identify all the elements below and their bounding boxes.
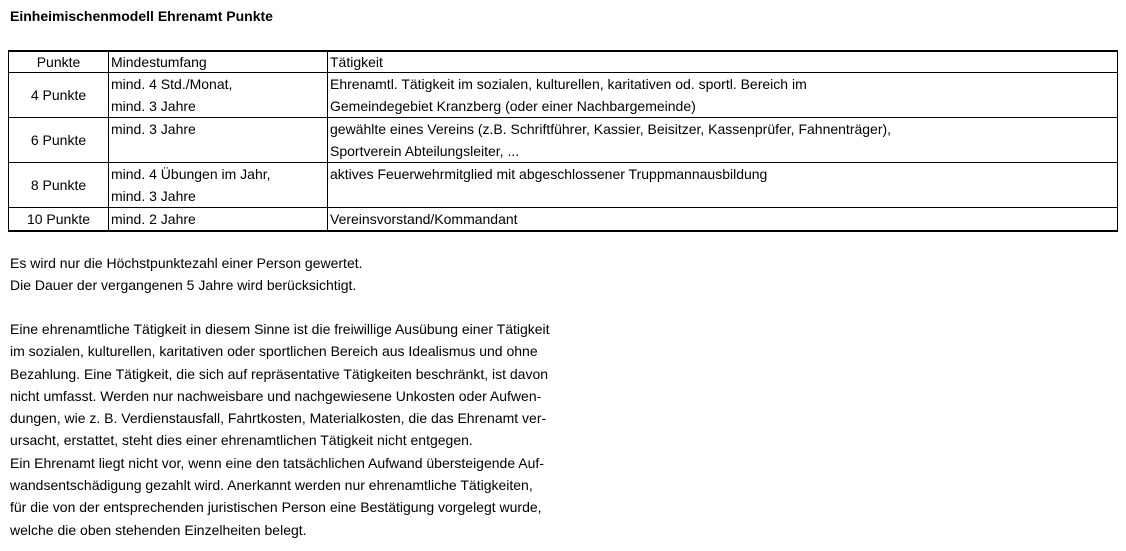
paragraph-line: dungen, wie z. B. Verdienstausfall, Fahrtkosten, Materialkosten, die das Ehrenamt ver-	[10, 410, 547, 427]
paragraph-line: wandsentschädigung gezahlt wird. Anerkannt werden nur ehrenamtliche Tätigkeiten,	[10, 477, 533, 494]
cell-punkte: 8 Punkte	[9, 163, 109, 208]
cell-punkte: 4 Punkte	[9, 73, 109, 118]
cell-line: mind. 4 Übungen im Jahr,	[111, 166, 271, 182]
cell-taetigkeit	[328, 208, 1118, 232]
table-row	[9, 208, 1118, 232]
cell-line: mind. 3 Jahre	[111, 98, 196, 114]
paragraph-line: nicht umfasst. Werden nur nachweisbare und nachgewiesene Unkosten oder Aufwen-	[10, 387, 542, 404]
cell-mindestumfang	[109, 73, 328, 118]
cell-mindestumfang	[109, 208, 328, 232]
paragraph-line: für die von der entsprechenden juristischen Person eine Bestätigung vorgelegt wurde,	[10, 499, 542, 516]
cell-line: mind. 3 Jahre	[111, 188, 196, 204]
paragraph-line: Ein Ehrenamt liegt nicht vor, wenn eine den tatsächlichen Aufwand übersteigende Auf-	[10, 454, 544, 471]
cell-line: Vereinsvorstand/Kommandant	[330, 211, 518, 227]
header-punkte: Punkte	[9, 51, 109, 73]
header-mindestumfang: Mindestumfang	[109, 51, 328, 73]
cell-taetigkeit	[328, 118, 1118, 163]
table-row	[9, 73, 1118, 118]
note-line: Die Dauer der vergangenen 5 Jahre wird berücksichtigt.	[10, 277, 357, 293]
header-taetigkeit: Tätigkeit	[328, 51, 1118, 73]
paragraph-line: Eine ehrenamtliche Tätigkeit in diesem Sinne ist die freiwillige Ausübung einer Tätigkeit	[10, 321, 550, 337]
table-row	[9, 118, 1118, 163]
cell-mindestumfang	[109, 118, 328, 163]
cell-punkte: 6 Punkte	[9, 118, 109, 163]
paragraph-line: Bezahlung. Eine Tätigkeit, die sich auf repräsentative Tätigkeiten beschränkt, ist davon	[10, 365, 549, 382]
cell-line: gewählte eines Vereins (z.B. Schriftführer, Kassier, Beisitzer, Kassenprüfer, Fahnenträger),	[330, 121, 892, 137]
paragraph-line: welche die oben stehenden Einzelheiten belegt.	[10, 521, 307, 538]
definition-paragraph	[10, 318, 550, 541]
cell-line: aktives Feuerwehrmitglied mit abgeschlossener Truppmannausbildung	[330, 166, 768, 182]
paragraph-line: ursacht, erstattet, steht dies einer ehrenamtlichen Tätigkeit nicht entgegen.	[10, 432, 473, 449]
cell-mindestumfang	[109, 163, 328, 208]
cell-line: Ehrenamtl. Tätigkeit im sozialen, kulturellen, karitativen od. sportl. Bereich im	[330, 76, 807, 92]
note-line: Es wird nur die Höchstpunktezahl einer Person gewertet.	[10, 255, 363, 271]
cell-taetigkeit	[328, 73, 1118, 118]
document-title: Einheimischenmodell Ehrenamt Punkte	[10, 8, 273, 24]
cell-punkte: 10 Punkte	[9, 208, 109, 232]
cell-line	[330, 185, 1115, 207]
cell-line: Gemeindegebiet Kranzberg (oder einer Nachbargemeinde)	[330, 98, 696, 114]
cell-line	[111, 140, 325, 162]
paragraph-line: im sozialen, kulturellen, karitativen oder sportlichen Bereich aus Idealismus und ohne	[10, 343, 538, 360]
cell-line: mind. 2 Jahre	[111, 211, 196, 227]
table-row	[9, 163, 1118, 208]
cell-line: Sportverein Abteilungsleiter, ...	[330, 143, 520, 159]
notes	[10, 252, 363, 296]
cell-taetigkeit	[328, 163, 1118, 208]
cell-line: mind. 3 Jahre	[111, 121, 196, 137]
points-table	[8, 50, 1118, 232]
cell-line: mind. 4 Std./Monat,	[111, 76, 233, 92]
table-header-row	[9, 51, 1118, 73]
